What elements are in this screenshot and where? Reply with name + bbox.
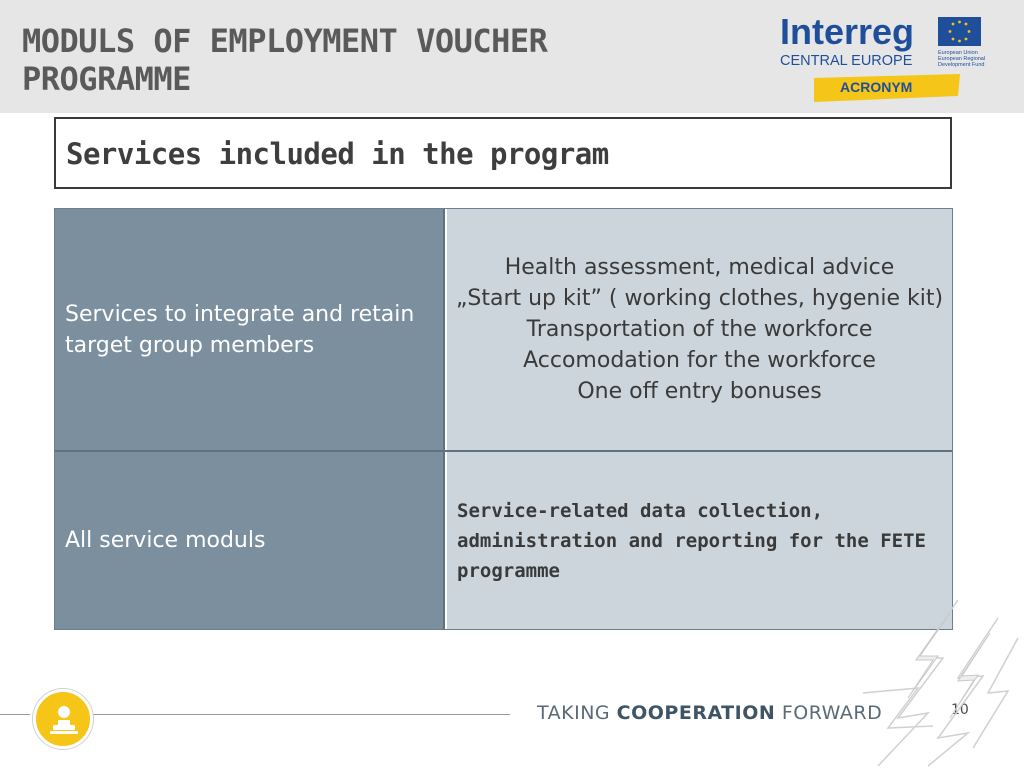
subtitle: Services included in the program — [66, 137, 609, 171]
page-title — [22, 22, 662, 98]
services-table — [54, 208, 953, 630]
subtitle-box — [54, 117, 952, 189]
row-2-label-text: All service moduls — [65, 528, 266, 553]
table-row-2-label — [55, 452, 445, 629]
project-badge-icon — [33, 689, 93, 749]
eu-line-3: Development Fund — [938, 62, 985, 68]
footer-line-left — [0, 714, 30, 715]
service-item: „Start up kit” ( working clothes, hygenie kit) — [455, 286, 944, 311]
acronym-text: ACRONYM — [840, 79, 913, 95]
decorative-sketch-graphic — [858, 598, 1024, 768]
tagline-bold: COOPERATION — [616, 702, 776, 724]
tagline-post: FORWARD — [775, 702, 883, 724]
table-row-1-label — [55, 209, 445, 450]
footer-tagline — [537, 702, 882, 724]
row-1-label-text: Services to integrate and retain target group members — [65, 301, 415, 358]
logo-brand-text: Interreg — [780, 12, 915, 52]
eu-line-1: European Union — [938, 50, 978, 56]
service-item: One off entry bonuses — [577, 379, 822, 404]
tagline-pre: TAKING — [537, 702, 617, 724]
logo-region-text: CENTRAL EUROPE — [780, 53, 913, 69]
service-item: Accomodation for the workforce — [523, 348, 876, 373]
page-title-line-2: PROGRAMME — [22, 60, 191, 98]
page-title-line-1: MODULS OF EMPLOYMENT VOUCHER — [22, 22, 548, 60]
eu-line-2: European Regional — [938, 56, 986, 62]
page-number: 10 — [951, 702, 969, 718]
interreg-logo — [778, 12, 988, 107]
service-item: Transportation of the workforce — [526, 317, 873, 342]
service-item: Health assessment, medical advice — [504, 255, 895, 280]
row-2-services-text: Service-related data collection, administration and reporting for the FETE programme — [457, 499, 926, 582]
header-band — [0, 0, 1024, 113]
footer-line — [92, 714, 510, 715]
table-row-1-services — [447, 209, 952, 450]
